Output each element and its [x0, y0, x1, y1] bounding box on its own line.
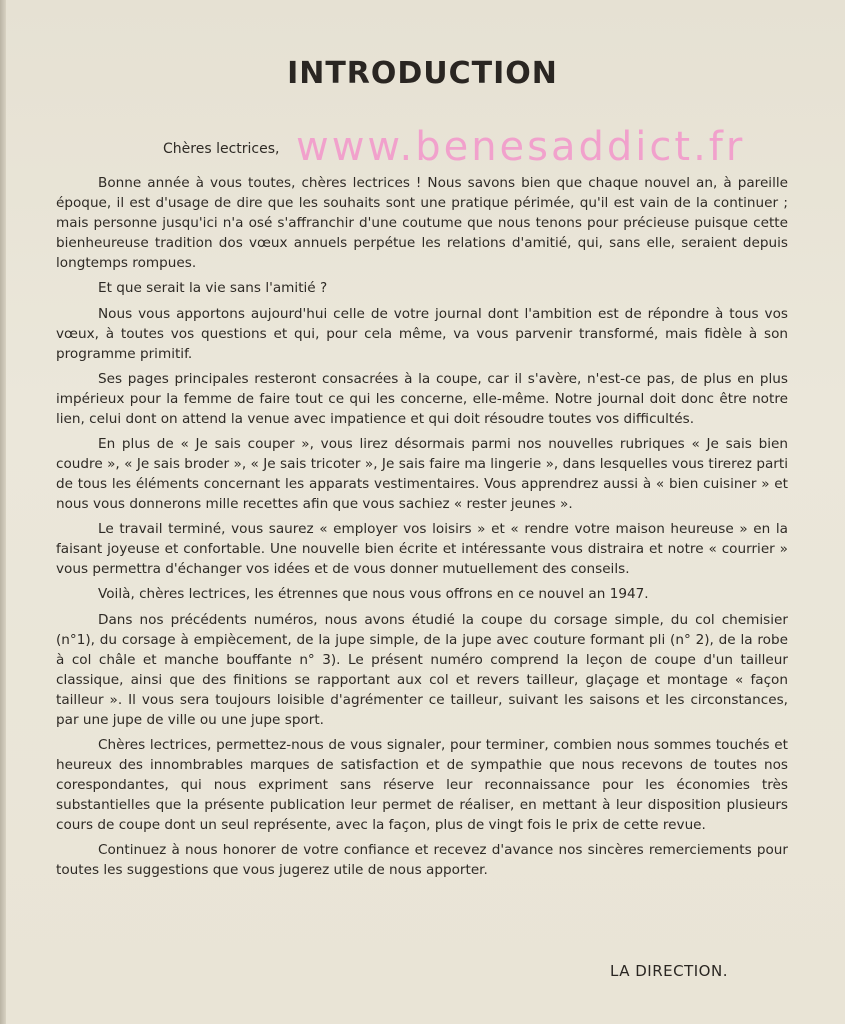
paragraph: Et que serait la vie sans l'amitié ? [98, 280, 328, 296]
paragraph: Dans nos précédents numéros, nous avons étudié la coupe du corsage simple, du col chemisier (n°1), du corsage à empiècement, de la jupe simple, de la jupe avec couture formant pli (n° 2), de la robe à col châle et manche bouffante n° 3). Le présent numéro comprend la leçon de coupe d'un tailleur classique, ainsi que des finitions se rapportant aux col et revers tailleur, glaçage et montage « façon tailleur ». Il vous sera toujours loisible d'agrémenter ce tailleur, suivant les saisons et les circonstances, par une jupe de ville ou une jupe sport. [56, 612, 788, 728]
paragraph: Le travail terminé, vous saurez « employer vos loisirs » et « rendre votre maison heureuse » en la faisant joyeuse et confortable. Une nouvelle bien écrite et intéressante vous distraira et notre « courrier » vous permettra d'échanger vos idées et de vous donner mutuellement des conseils. [56, 521, 788, 577]
paragraph: Ses pages principales resteront consacrées à la coupe, car il s'avère, n'est-ce pas, de plus en plus impérieux pour la femme de faire tout ce qui les concerne, elle-même. Notre journal doit donc être notre lien, celui dont on attend la venue avec impatience et qui doit résoudre toutes vos difficultés. [56, 371, 788, 427]
watermark-text: www.benesaddict.fr [296, 124, 746, 170]
paragraph: Continuez à nous honorer de votre confiance et recevez d'avance nos sincères remerciements pour toutes les suggestions que vous jugerez utile de nous apporter. [56, 842, 788, 878]
paragraph: En plus de « Je sais couper », vous lirez désormais parmi nos nouvelles rubriques « Je sais bien coudre », « Je sais broder », « Je sais tricoter », Je sais faire ma lingerie », dans lesquelles vous tirerez parti de tous les éléments concernant les apparats vestimentaires. Vous apprendrez aussi à « bien cuisiner » et nous vous donnerons mille recettes afin que vous sachiez « rester jeunes ». [56, 436, 788, 512]
paragraph: Bonne année à vous toutes, chères lectrices ! Nous savons bien que chaque nouvel an, à pareille époque, il est d'usage de dire que les souhaits sont une pratique périmée, qu'il est vain de la continuer ; mais personne jusqu'ici n'a osé s'affranchir d'une coutume que nous tenons pour précieuse puisque cette bienheureuse tradition dos vœux annuels perpétue les relations d'amitié, qui, sans elle, seraient depuis longtemps rompues. [56, 175, 788, 271]
signature: LA DIRECTION. [610, 962, 728, 980]
article-body [56, 173, 788, 885]
salutation: Chères lectrices, [163, 141, 280, 157]
paragraph: Voilà, chères lectrices, les étrennes que nous vous offrons en ce nouvel an 1947. [98, 586, 649, 602]
paragraph: Nous vous apportons aujourd'hui celle de votre journal dont l'ambition est de répondre à tous vos vœux, à toutes vos questions et qui, pour cela même, va vous parvenir transformé, mais fidèle à son programme primitif. [56, 306, 788, 362]
page-title: INTRODUCTION [287, 56, 558, 91]
page-edge-shadow [0, 0, 6, 1024]
paragraph: Chères lectrices, permettez-nous de vous signaler, pour terminer, combien nous sommes touchés et heureux des innombrables marques de satisfaction et de sympathie que nous recevons de toutes nos corespondantes, qui nous expriment sans réserve leur reconnaissance pour les économies très substantielles que la présente publication leur permet de réaliser, en mettant à leur disposition plusieurs cours de coupe dont un seul représente, avec la façon, plus de vingt fois le prix de cette revue. [56, 737, 788, 833]
